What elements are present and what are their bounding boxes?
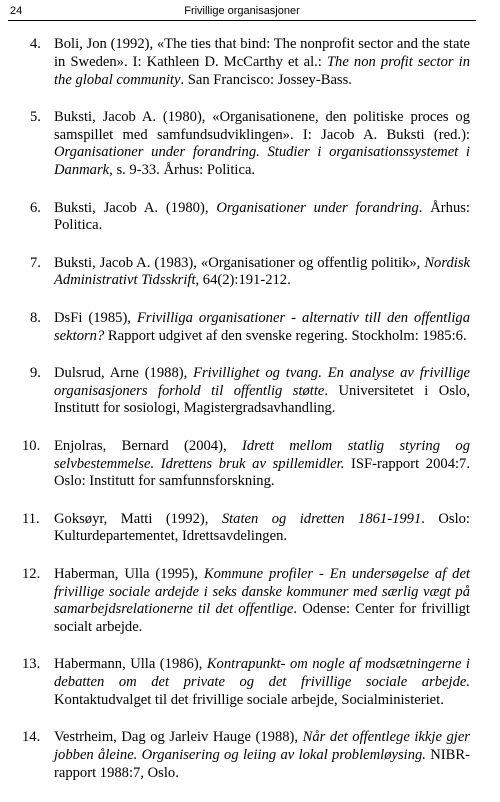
reference-entry	[30, 36, 470, 89]
reference-entry	[30, 200, 470, 236]
reference-text: NIBR-rapport 1988:7, Oslo.	[54, 747, 470, 781]
reference-text: Goksøyr, Matti (1992),	[54, 510, 222, 527]
reference-text: . Universitetet i Oslo, Institutt for sosiologi, Magistergradsavhandling.	[54, 382, 471, 417]
reference-title-italic: Kommune profiler - En undersøgelse af det frivillige sociale ardejde i seks danske kommuner med særlig vægt på samarbejdsrelationerne til det offentlige	[54, 565, 470, 618]
reference-entry	[30, 109, 470, 180]
reference-text: Kontaktudvalget til det frivillige sociale arbejde, Socialministeriet.	[54, 692, 444, 709]
reference-number: 7.	[30, 254, 41, 271]
reference-title-italic: Organisationer under forandring. Studier i organisationssystemet i Danmark	[54, 144, 470, 179]
reference-text: Boli, Jon (1992), «The ties that bind: The nonprofit sector and the state in Sweden». I: Kathleen D. McCarthy et al.:	[54, 36, 470, 70]
reference-text: , 64(2):191-212.	[195, 272, 291, 289]
reference-title-italic: Frivillighet og tvang. En analyse av frivillige organisasjoners forhold til offentlig støtte	[54, 364, 470, 399]
reference-number: 5.	[30, 108, 41, 125]
reference-entry	[30, 365, 470, 418]
reference-number: 12.	[22, 565, 41, 582]
reference-text: Rapport udgivet af den svenske regering. Stockholm: 1985:6.	[104, 327, 467, 344]
reference-title-italic: Staten og idretten 1861-1991	[221, 510, 422, 527]
reference-text: Vestrheim, Dag og Jarleiv Hauge (1988),	[54, 729, 303, 746]
reference-number: 10.	[22, 437, 41, 454]
reference-text: . Odense: Center for frivilligt socialt arbejde.	[54, 601, 470, 636]
reference-number: 4.	[30, 36, 41, 52]
reference-title-italic: Idrett mellom statlig styring og selvbestemmelse. Idrettens bruk av spillemidler.	[54, 437, 470, 472]
reference-number: 6.	[30, 199, 41, 216]
reference-entry	[22, 437, 470, 491]
reference-text: . Århus: Politica.	[54, 199, 470, 234]
reference-text: DsFi (1985),	[54, 309, 137, 326]
reference-text: Habermann, Ulla (1986),	[54, 656, 207, 673]
reference-number: 13.	[22, 656, 41, 673]
reference-text: . Oslo: Kulturdepartementet, Idrettsavdelingen.	[54, 510, 470, 545]
reference-title-italic: Nordisk Administrativt Tidsskrift	[54, 254, 470, 289]
reference-entry	[22, 510, 470, 547]
reference-number: 14.	[22, 729, 41, 746]
running-header	[8, 4, 476, 21]
reference-number: 9.	[30, 364, 41, 381]
reference-number: 11.	[22, 510, 40, 527]
reference-text: Haberman, Ulla (1995),	[54, 565, 204, 582]
running-title: Frivillige organisasjoner	[184, 5, 300, 17]
reference-title-italic: Organisationer under forandring	[216, 199, 419, 216]
reference-text: Buksti, Jacob A. (1980), «Organisationene, den politiske proces og samspillet med samfundsudviklingen». I: Jacob A. Buksti (red.):	[54, 108, 470, 143]
reference-text: , s. 9-33. Århus: Politica.	[109, 162, 256, 179]
page-number: 24	[10, 5, 23, 17]
reference-text: ISF-rapport 2004:7. Oslo: Institutt for samfunnsforskning.	[54, 455, 470, 490]
reference-title-italic: The non profit sector in the global community	[54, 53, 470, 88]
reference-number: 8.	[30, 309, 41, 326]
reference-entry	[30, 310, 470, 346]
reference-title-italic: Når det offentlege ikkje gjer jobben åleine. Organisering og leiing av lokal problemløysing.	[54, 729, 470, 764]
reference-text: Buksti, Jacob A. (1983), «Organisationer og offentlig politik»,	[54, 254, 425, 271]
reference-list	[22, 36, 471, 802]
reference-title-italic: Kontrapunkt- om nogle af modsætningerne i debatten om det private og det frivillige sociale arbejde.	[54, 656, 470, 691]
reference-title-italic: Frivilliga organisationer - alternativ till den offentliga sektorn?	[54, 309, 470, 344]
reference-entry	[30, 255, 470, 291]
reference-entry	[22, 729, 470, 782]
reference-text: Enjolras, Bernard (2004),	[54, 437, 242, 454]
reference-entry	[22, 656, 470, 709]
reference-entry	[22, 565, 470, 637]
reference-text: Buksti, Jacob A. (1980),	[54, 199, 217, 216]
reference-text: Dulsrud, Arne (1988),	[54, 364, 194, 381]
reference-text: . San Francisco: Jossey-Bass.	[180, 71, 352, 88]
